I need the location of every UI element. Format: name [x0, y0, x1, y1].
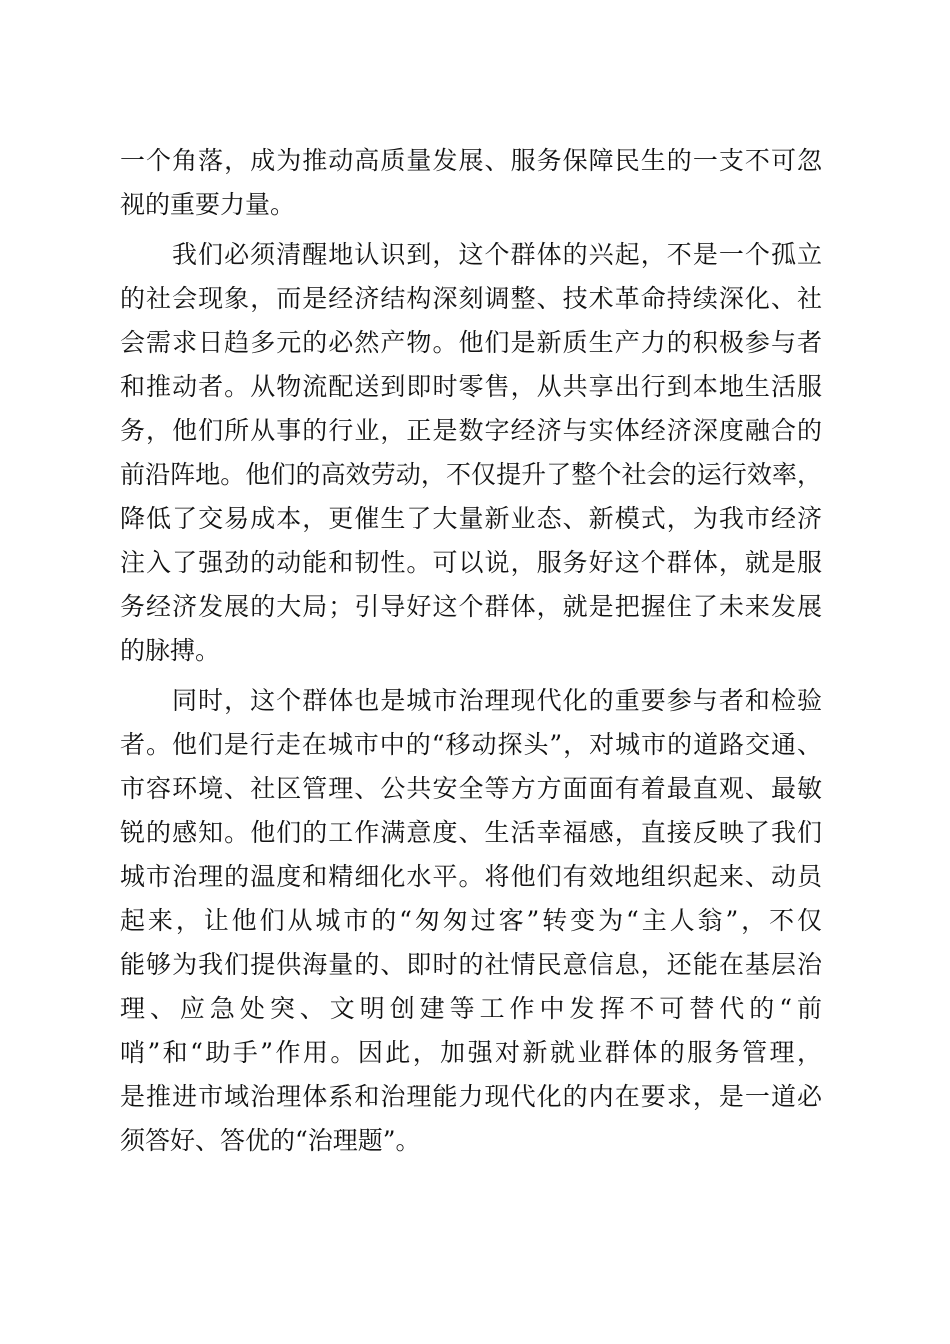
text-line: 须答好、答优的“治理题”。	[120, 1126, 421, 1155]
paragraph	[120, 143, 822, 231]
text-line: 是推进市域治理体系和治理能力现代化的内在要求，是一道必	[120, 1082, 822, 1111]
text-line: 市容环境、社区管理、公共安全等方方面面有着最直观、最敏	[120, 774, 822, 803]
text-line: 前沿阵地。他们的高效劳动，不仅提升了整个社会的运行效率，	[120, 460, 822, 489]
text-line: 务，他们所从事的行业，正是数字经济与实体经济深度融合的	[120, 416, 822, 445]
text-line: 视的重要力量。	[120, 190, 296, 219]
text-line: 的社会现象，而是经济结构深刻调整、技术革命持续深化、社	[120, 284, 822, 313]
text-line: 锐的感知。他们的工作满意度、生活幸福感，直接反映了我们	[120, 818, 822, 847]
text-line: 一个角落，成为推动高质量发展、服务保障民生的一支不可忽	[120, 146, 822, 175]
paragraph	[120, 683, 822, 1167]
text-line: 和推动者。从物流配送到即时零售，从共享出行到本地生活服	[120, 372, 822, 401]
text-line: 务经济发展的大局；引导好这个群体，就是把握住了未来发展	[120, 592, 822, 621]
text-line: 会需求日趋多元的必然产物。他们是新质生产力的积极参与者	[120, 328, 822, 357]
document-page	[120, 143, 822, 1167]
text-line: 能够为我们提供海量的、即时的社情民意信息，还能在基层治	[120, 950, 822, 979]
text-line: 哨”和“助手”作用。因此，加强对新就业群体的服务管理，	[120, 1038, 822, 1067]
text-line: 同时，这个群体也是城市治理现代化的重要参与者和检验	[172, 686, 822, 715]
text-line: 起来，让他们从城市的“匆匆过客”转变为“主人翁”，不仅	[120, 906, 822, 935]
paragraph	[120, 237, 822, 677]
text-line: 的脉搏。	[120, 636, 221, 665]
text-line: 注入了强劲的动能和韧性。可以说，服务好这个群体，就是服	[120, 548, 822, 577]
text-line: 城市治理的温度和精细化水平。将他们有效地组织起来、动员	[120, 862, 822, 891]
text-line: 我们必须清醒地认识到，这个群体的兴起，不是一个孤立	[172, 240, 822, 269]
text-line: 理、应急处突、文明创建等工作中发挥不可替代的“前	[120, 994, 822, 1023]
text-line: 者。他们是行走在城市中的“移动探头”，对城市的道路交通、	[120, 730, 822, 759]
text-line: 降低了交易成本，更催生了大量新业态、新模式，为我市经济	[120, 504, 822, 533]
